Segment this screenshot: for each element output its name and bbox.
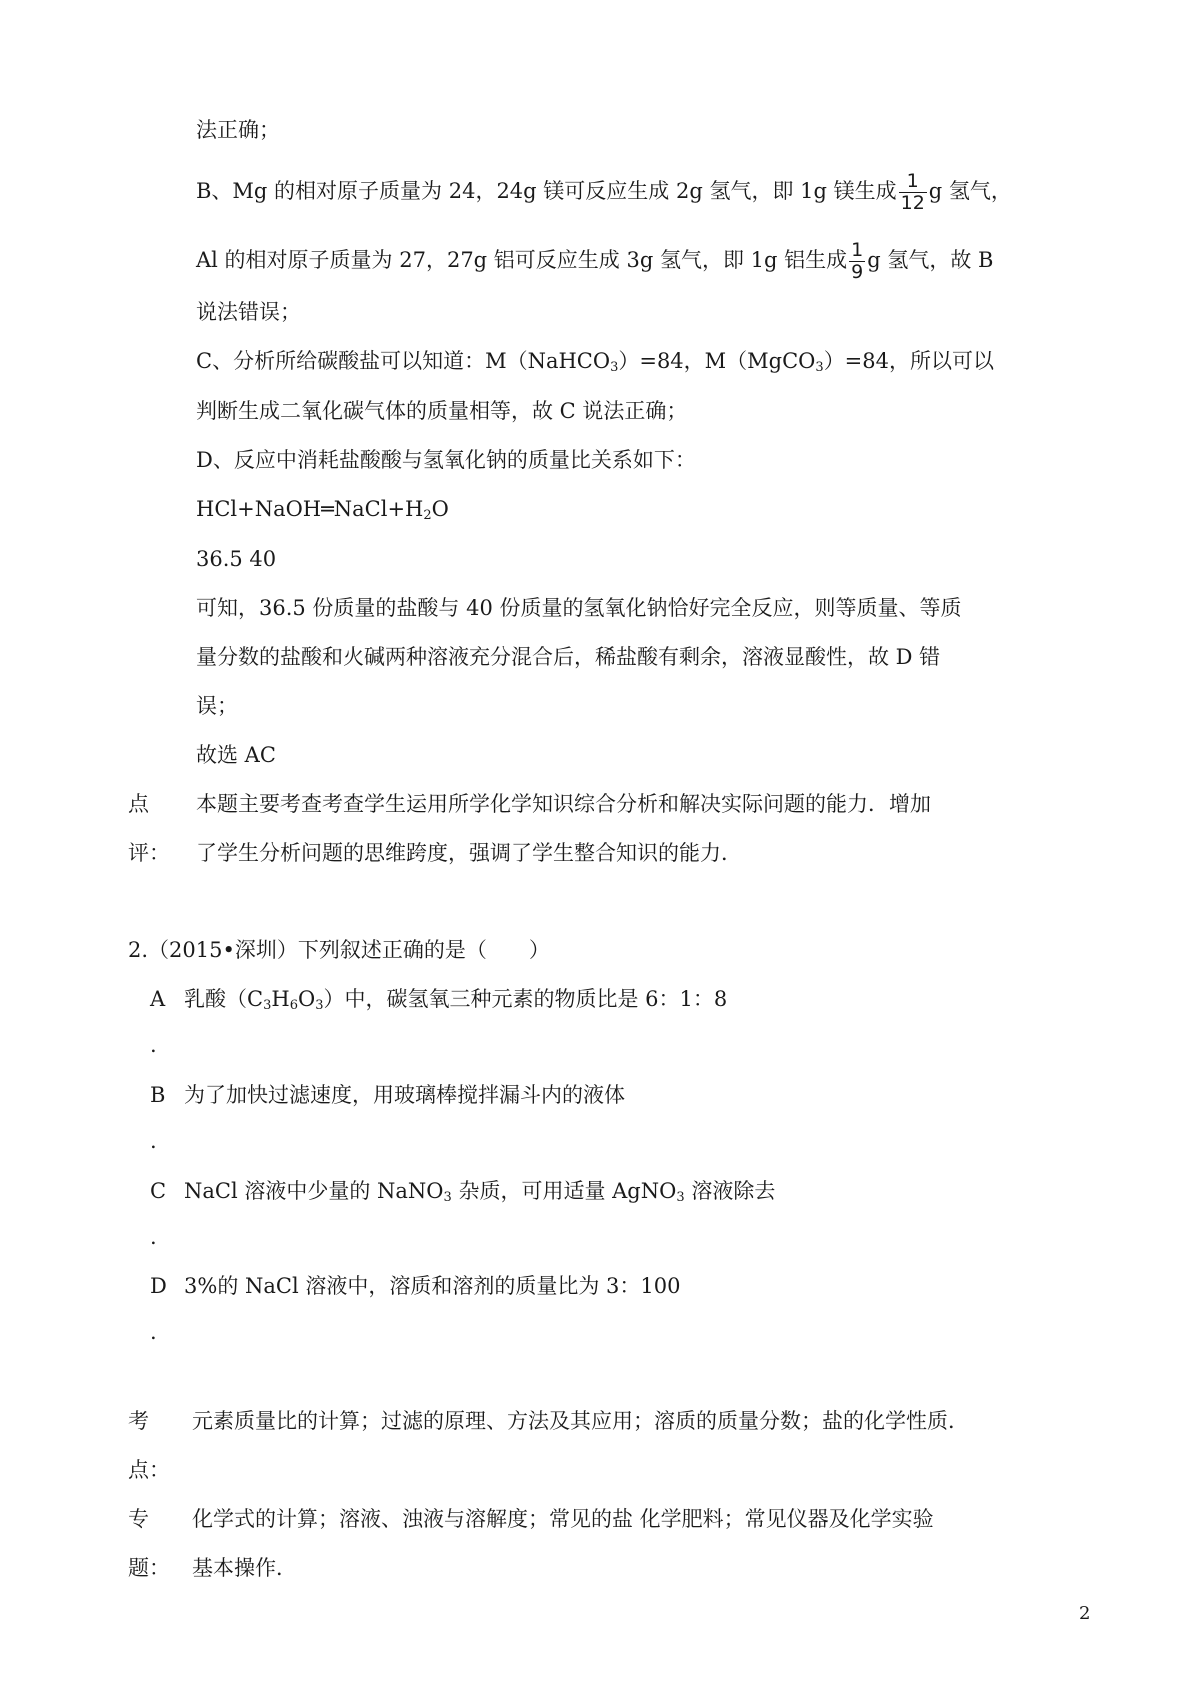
subscript: 3 [443, 1190, 452, 1205]
solution-c-line2: 判断生成二氧化碳气体的质量相等，故 C 说法正确； [196, 399, 688, 423]
fraction-numerator: 1 [851, 239, 864, 261]
text: B、Mg 的相对原子质量为 24，24g 镁可反应生成 2g 氢气，即 1g 镁生成 [196, 179, 897, 203]
text: 乳酸（C [184, 987, 264, 1011]
comment-text-1: 本题主要考查考查学生运用所学化学知识综合分析和解决实际问题的能力．增加 [196, 792, 931, 816]
text: HCl+NaOH═NaCl+H [196, 497, 424, 521]
text: O [431, 497, 449, 521]
option-c-letter: C [150, 1179, 167, 1203]
option-c-text [184, 1176, 775, 1206]
option-d-letter: D [150, 1274, 167, 1298]
kaodian-text: 元素质量比的计算；过滤的原理、方法及其应用；溶质的质量分数；盐的化学性质． [192, 1409, 969, 1433]
subscript: 3 [815, 360, 824, 375]
text: C、分析所给碳酸盐可以知道：M（NaHCO [196, 349, 611, 373]
relative-masses: 36.5 40 [196, 547, 277, 571]
page-number: 2 [1079, 1603, 1091, 1624]
solution-d-line2: 可知，36.5 份质量的盐酸与 40 份质量的氢氧化钠恰好完全反应，则等质量、等质 [196, 596, 962, 620]
text: 杂质，可用适量 AgNO [451, 1179, 677, 1203]
text: g 氢气， [928, 179, 1012, 203]
fraction-numerator: 1 [899, 172, 927, 193]
solution-b-line1 [196, 172, 1012, 213]
text: NaCl 溶液中少量的 NaNO [184, 1179, 444, 1203]
text: O [297, 987, 316, 1011]
fraction-denominator: 9 [851, 261, 864, 283]
chemical-equation [196, 494, 449, 524]
text: g 氢气，故 B [867, 248, 994, 272]
zhuanti-label-2: 题： [128, 1556, 170, 1580]
text: Al 的相对原子质量为 27，27g 铝可反应生成 3g 氢气，即 1g 铝生成 [196, 248, 848, 272]
solution-b-line3: 说法错误； [196, 300, 301, 324]
comment-label-2: 评： [128, 841, 170, 865]
text: ）=84，M（MgCO [618, 349, 816, 373]
subscript: 3 [263, 998, 272, 1013]
question-2-stem: 2.（2015•深圳）下列叙述正确的是（ ） [128, 938, 550, 962]
subscript: 3 [315, 998, 324, 1013]
option-b-dot: . [150, 1129, 157, 1153]
option-a-dot: . [150, 1033, 157, 1057]
subscript: 6 [289, 998, 298, 1013]
solution-c-line1 [196, 346, 994, 376]
kaodian-label-2: 点： [128, 1458, 170, 1482]
option-d-dot: . [150, 1320, 157, 1344]
kaodian-label-1: 考 [128, 1409, 149, 1433]
option-c-dot: . [150, 1225, 157, 1249]
zhuanti-label-1: 专 [128, 1507, 149, 1531]
subscript: 2 [423, 508, 432, 523]
option-a-letter: A [150, 987, 166, 1011]
text: ）=84，所以可以 [823, 349, 995, 373]
answer: 故选 AC [196, 743, 276, 767]
zhuanti-text-2: 基本操作． [192, 1556, 297, 1580]
solution-d-line4: 误； [196, 694, 238, 718]
comment-text-2: 了学生分析问题的思维跨度，强调了学生整合知识的能力． [196, 841, 742, 865]
option-d-text: 3%的 NaCl 溶液中，溶质和溶剂的质量比为 3：100 [184, 1274, 681, 1298]
text: ）中，碳氢氧三种元素的物质比是 6：1：8 [323, 987, 728, 1011]
subscript: 3 [676, 1190, 685, 1205]
text: H [271, 987, 290, 1011]
option-b-text: 为了加快过滤速度，用玻璃棒搅拌漏斗内的液体 [184, 1083, 625, 1107]
subscript: 3 [610, 360, 619, 375]
solution-a-continuation: 法正确； [196, 118, 280, 142]
solution-d-line3: 量分数的盐酸和火碱两种溶液充分混合后，稀盐酸有剩余，溶液显酸性，故 D 错 [196, 645, 941, 669]
fraction-denominator: 12 [900, 192, 925, 214]
option-a-text [184, 984, 727, 1014]
solution-d-line1: D、反应中消耗盐酸酸与氢氧化钠的质量比关系如下： [196, 448, 696, 472]
zhuanti-text-1: 化学式的计算；溶液、浊液与溶解度；常见的盐 化学肥料；常见仪器及化学实验 [192, 1507, 934, 1531]
text: 溶液除去 [684, 1179, 776, 1203]
fraction-1-12 [899, 172, 927, 213]
option-b-letter: B [150, 1083, 166, 1107]
solution-b-line2 [196, 241, 993, 282]
comment-label-1: 点 [128, 792, 149, 816]
fraction-1-9 [849, 241, 865, 282]
